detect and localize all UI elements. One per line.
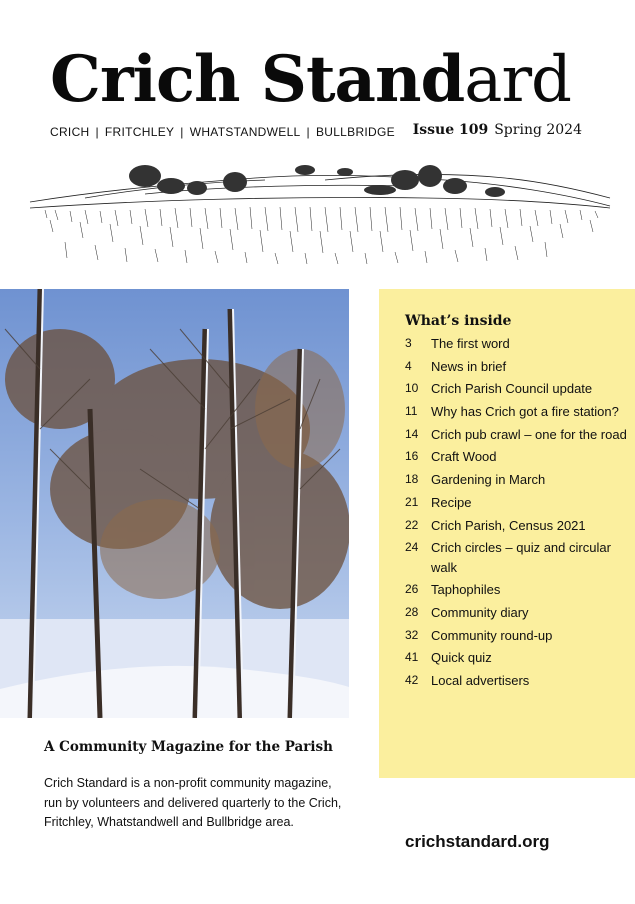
place-name: WHATSTANDWELL	[189, 125, 301, 139]
contents-page: 28	[405, 605, 419, 620]
masthead-title	[50, 40, 590, 120]
issue-label	[413, 122, 582, 138]
separator: |	[180, 125, 184, 139]
contents-item[interactable]	[405, 447, 627, 467]
contents-item[interactable]	[405, 626, 627, 646]
title-light-part: ard	[464, 43, 571, 117]
contents-page: 4	[405, 358, 412, 373]
contents-page: 3	[405, 336, 412, 350]
contents-panel	[379, 289, 635, 778]
contents-title: Recipe	[431, 494, 472, 510]
contents-title: Crich pub crawl – one for the road	[431, 426, 627, 442]
contents-item[interactable]	[405, 671, 627, 691]
issue-season: Spring 2024	[494, 122, 582, 138]
contents-item[interactable]	[405, 425, 627, 445]
contents-title: Crich Parish, Census 2021	[431, 517, 586, 533]
contents-page: 21	[405, 494, 419, 509]
contents-title: The first word	[431, 336, 510, 351]
contents-page: 16	[405, 449, 419, 464]
contents-page: 22	[405, 517, 419, 532]
contents-page: 42	[405, 673, 419, 688]
place-name: BULLBRIDGE	[315, 125, 395, 139]
contents-title: Crich circles – quiz and circular walk	[431, 540, 611, 575]
website-link[interactable]: crichstandard.org	[405, 832, 550, 851]
place-list	[50, 125, 395, 139]
hillside-sketch-illustration	[25, 150, 615, 265]
contents-item[interactable]	[405, 580, 627, 600]
contents-item[interactable]	[405, 538, 627, 577]
contents-page: 32	[405, 627, 419, 642]
magazine-subtitle: A Community Magazine for the Parish	[44, 739, 333, 755]
contents-title: Craft Wood	[431, 449, 497, 465]
contents-page: 41	[405, 650, 419, 665]
place-name: CRICH	[50, 125, 90, 139]
contents-item[interactable]	[405, 648, 627, 668]
contents-item[interactable]	[405, 603, 627, 623]
contents-item[interactable]	[405, 516, 627, 536]
contents-heading: What’s inside	[405, 313, 512, 329]
contents-title: Community diary	[431, 605, 529, 621]
contents-item[interactable]	[405, 334, 627, 354]
contents-title: News in brief	[431, 358, 507, 374]
issue-number: Issue 109	[412, 122, 489, 138]
snowy-woodland-photo	[0, 289, 349, 718]
contents-page: 26	[405, 582, 419, 597]
contents-page: 18	[405, 472, 419, 487]
contents-item[interactable]	[405, 470, 627, 490]
contents-item[interactable]	[405, 379, 627, 399]
contents-title: Gardening in March	[431, 472, 546, 488]
separator: |	[306, 125, 310, 139]
contents-list	[405, 334, 627, 694]
contents-title: Crich Parish Council update	[431, 381, 593, 397]
contents-item[interactable]	[405, 402, 627, 422]
contents-item[interactable]	[405, 493, 627, 513]
contents-title: Quick quiz	[431, 650, 492, 666]
contents-page: 14	[405, 426, 419, 441]
title-bold-part: Crich Stand	[50, 42, 465, 117]
contents-item[interactable]	[405, 357, 627, 377]
separator: |	[95, 125, 99, 139]
contents-title: Taphophiles	[431, 582, 501, 598]
contents-page: 24	[405, 540, 419, 555]
contents-page: 10	[405, 381, 419, 396]
magazine-description: Crich Standard is a non-profit community magazine, run by volunteers and delivered quarterly to the Crich, Fritchley, Whatstandwell and Bullbridge area.	[44, 776, 342, 829]
contents-page: 11	[405, 404, 418, 419]
place-name: FRITCHLEY	[104, 125, 175, 139]
contents-title: Why has Crich got a fire station?	[431, 404, 619, 420]
contents-title: Local advertisers	[431, 673, 530, 689]
contents-title: Community round-up	[431, 627, 553, 643]
